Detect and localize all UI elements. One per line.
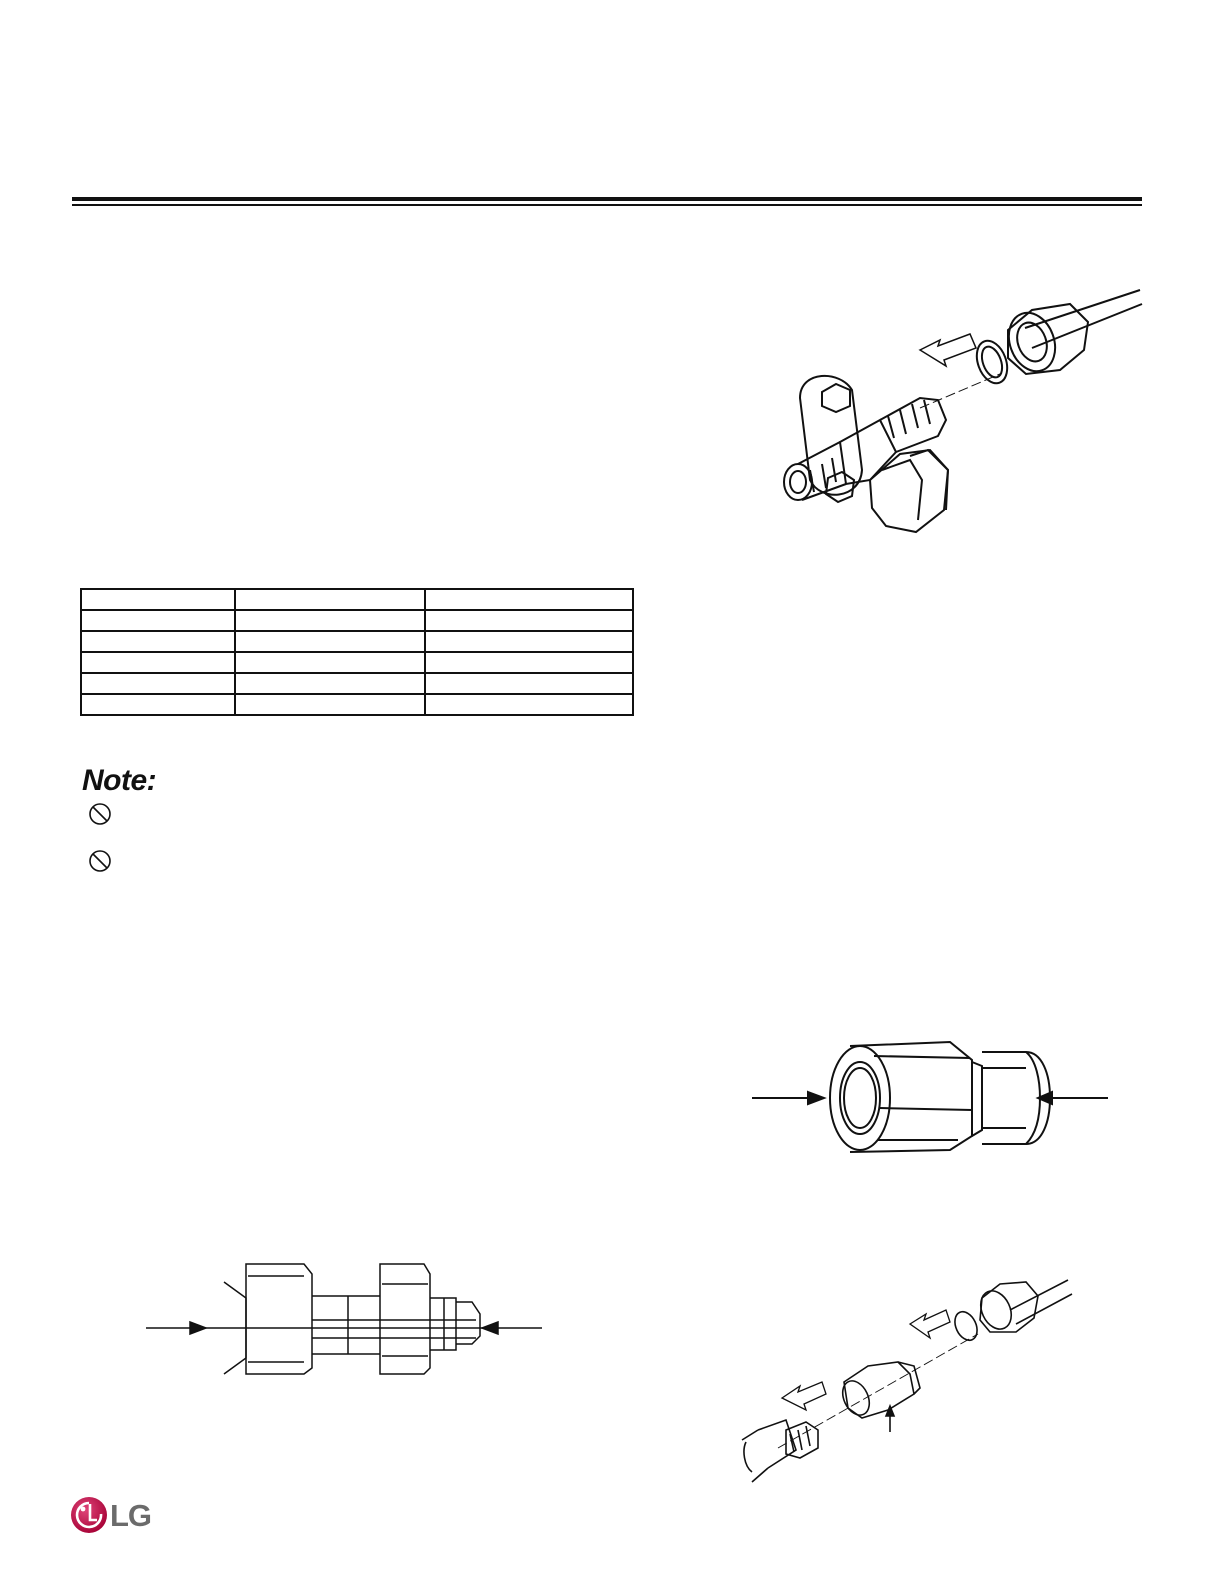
table-cell xyxy=(235,589,425,610)
table-cell xyxy=(235,631,425,652)
table-cell xyxy=(81,631,235,652)
lg-logo xyxy=(70,1496,160,1540)
prohibited-icon xyxy=(88,849,112,873)
header-rule-top xyxy=(72,197,1142,201)
prohibited-icon xyxy=(88,802,112,826)
union-cross-section-figure xyxy=(146,1258,546,1378)
note-item xyxy=(88,849,628,875)
table-row xyxy=(81,673,633,694)
adapter-assembly-figure xyxy=(738,1270,1074,1490)
spec-table xyxy=(80,588,634,716)
table-row xyxy=(81,589,633,610)
table-cell xyxy=(81,589,235,610)
header-rule-bottom xyxy=(72,204,1142,206)
table-cell xyxy=(235,694,425,715)
table-row xyxy=(81,631,633,652)
table-cell xyxy=(81,610,235,631)
table-cell xyxy=(425,631,633,652)
table-row xyxy=(81,610,633,631)
note-item xyxy=(88,802,628,828)
table-cell xyxy=(81,673,235,694)
table-cell xyxy=(81,652,235,673)
service-valve-figure xyxy=(770,270,1150,540)
table-cell xyxy=(235,673,425,694)
adapter-fitting-figure xyxy=(750,1030,1112,1160)
table-row xyxy=(81,694,633,715)
table-row xyxy=(81,652,633,673)
table-cell xyxy=(425,694,633,715)
note-title: Note: xyxy=(82,764,157,797)
lg-face-icon xyxy=(70,1496,108,1534)
brand-wordmark: LG xyxy=(110,1498,152,1533)
table-cell xyxy=(425,610,633,631)
table-cell xyxy=(425,589,633,610)
table-cell xyxy=(235,610,425,631)
table-cell xyxy=(425,673,633,694)
table-cell xyxy=(81,694,235,715)
table-cell xyxy=(235,652,425,673)
table-cell xyxy=(425,652,633,673)
